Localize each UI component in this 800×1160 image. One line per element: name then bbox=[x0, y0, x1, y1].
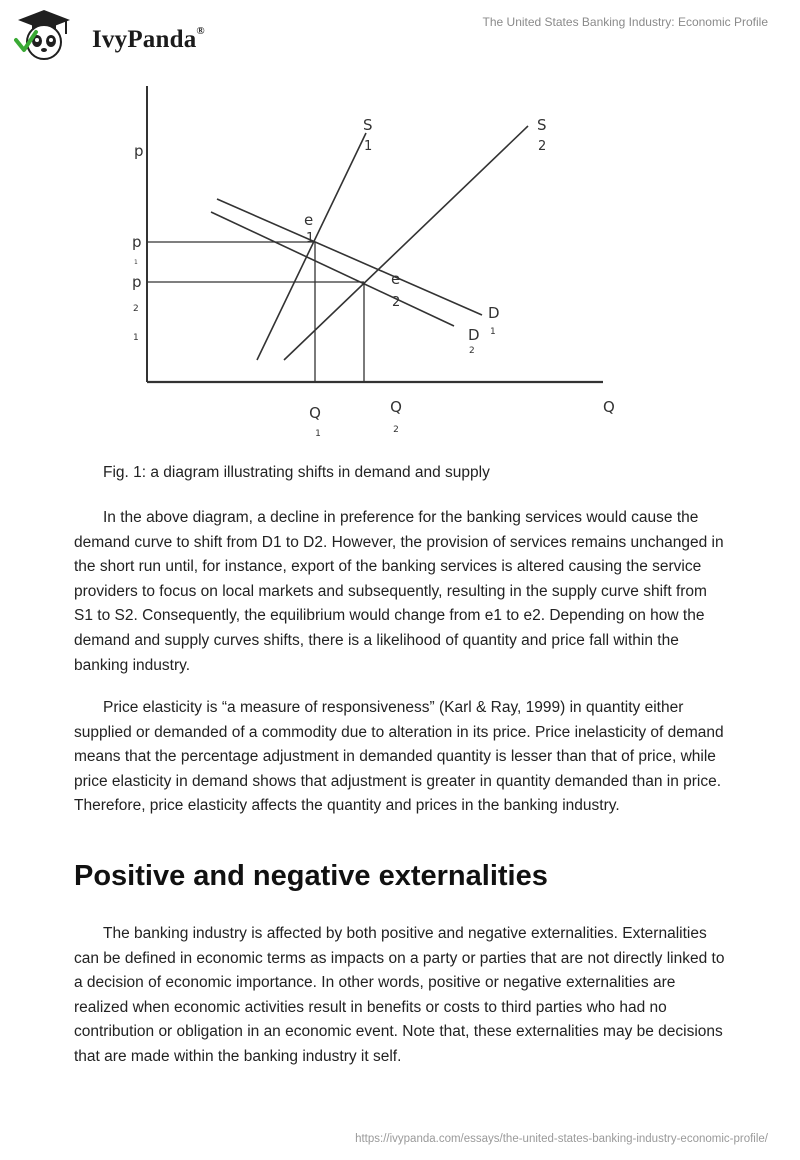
price-axis-label: p bbox=[134, 142, 144, 160]
q1-subscript: 1 bbox=[315, 429, 321, 439]
e2-subscript: 2 bbox=[392, 295, 401, 310]
e1-subscript: 1 bbox=[306, 231, 315, 246]
paragraph-demand-shift: In the above diagram, a decline in preference for the banking services would cause the demand curve to shift from D1 to D2. However, the provision of services remains unchanged in the short run until, for instance, export of the banking services is altered causing the service providers to focus on local markets and subsequently, resulting in the supply curve shift from S1 to S2. Consequently, the equilibrium would change from e1 to e2. Depending on how the demand and supply curves shifts, there is a likelihood of quantity and price fall within the banking industry. bbox=[74, 509, 724, 674]
panda-graduate-icon bbox=[14, 6, 74, 62]
p1-subscript: 1 bbox=[134, 259, 138, 266]
p-extra-subscript: 1 bbox=[133, 333, 139, 343]
document-title: The United States Banking Industry: Economic Profile bbox=[482, 15, 768, 29]
supply-curve-s2 bbox=[284, 126, 528, 360]
q2-subscript: 2 bbox=[393, 425, 399, 435]
s2-label: S bbox=[537, 116, 547, 134]
s1-subscript: 1 bbox=[364, 139, 373, 154]
e1-label: e bbox=[304, 211, 314, 229]
registered-mark: ® bbox=[196, 24, 205, 37]
s1-label: S bbox=[363, 116, 373, 134]
page-header bbox=[0, 0, 800, 70]
d1-label: D bbox=[488, 304, 500, 322]
s2-subscript: 2 bbox=[538, 139, 547, 154]
p1-label: p bbox=[132, 233, 142, 251]
q1-label: Q bbox=[309, 404, 321, 422]
d2-subscript: 2 bbox=[469, 346, 475, 356]
paragraph-price-elasticity: Price elasticity is “a measure of responsiveness” (Karl & Ray, 1999) in quantity either supplied or demanded of a commodity due to alteration in its price. Price inelasticity of demand means that the percentage adjustment in demanded quantity is lesser than that of price, while price elasticity in demand shows that adjustment is greater in quantity demanded than in price. Therefore, price elasticity affects the quantity and prices in the banking industry. bbox=[74, 699, 724, 815]
p2-label: p bbox=[132, 273, 142, 291]
p2-subscript: 2 bbox=[133, 304, 139, 314]
supply-demand-diagram bbox=[120, 84, 640, 444]
q2-label: Q bbox=[390, 398, 402, 416]
figure-caption: Fig. 1: a diagram illustrating shifts in demand and supply bbox=[103, 464, 490, 481]
supply-curve-s1 bbox=[257, 133, 366, 360]
ivypanda-logo[interactable] bbox=[14, 6, 204, 62]
demand-curve-d2 bbox=[211, 212, 454, 326]
quantity-axis-label: Q bbox=[603, 398, 615, 416]
paragraph-externalities: The banking industry is affected by both positive and negative externalities. Externalities can be defined in economic terms as impacts on a party or parties that are not directly linked to a decision of economic importance. In other words, positive or negative externalities are realized when economic activities result in benefits or costs to third parties who had no contribution or obligation in an economic event. Note that, these externalities may be decisions that are made within the banking industry it self. bbox=[74, 925, 725, 1065]
d1-subscript: 1 bbox=[490, 327, 496, 337]
source-url[interactable]: https://ivypanda.com/essays/the-united-states-banking-industry-economic-profile/ bbox=[355, 1133, 768, 1145]
e2-label: e bbox=[391, 270, 401, 288]
d2-label: D bbox=[468, 326, 480, 344]
brand-name: IvyPanda® bbox=[92, 24, 205, 53]
section-heading-externalities: Positive and negative externalities bbox=[74, 860, 548, 892]
